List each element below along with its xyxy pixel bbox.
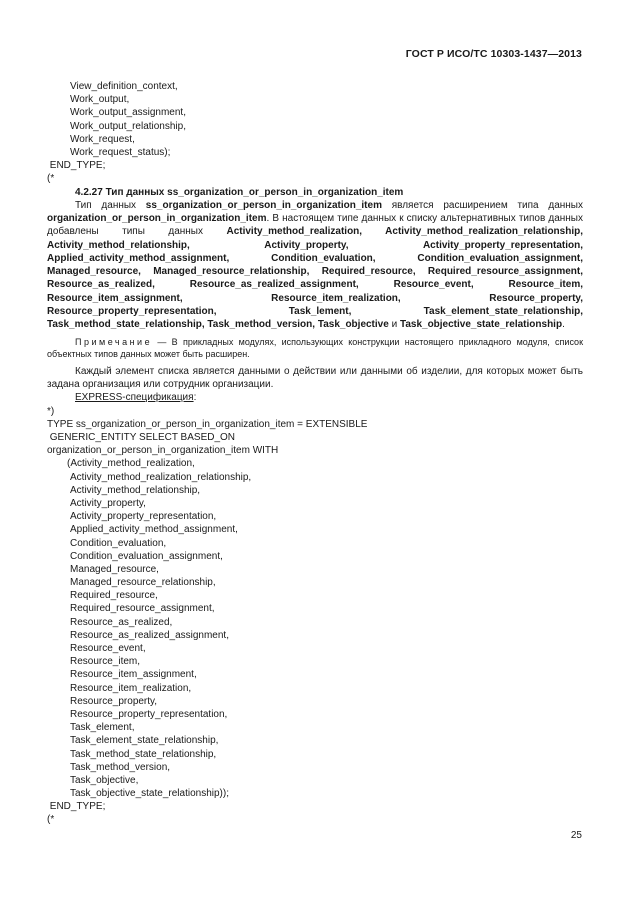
express-list-item: Work_output_relationship, — [70, 120, 186, 132]
comment-open: (* — [47, 173, 55, 185]
para-text: Тип данных — [75, 199, 146, 211]
page-content — [47, 80, 583, 827]
para-bold-term: ss_organization_or_person_in_organization_item — [145, 199, 382, 211]
note-text: — В прикладных модулях, использующих конструкции настоящего прикладного модуля, список объектных типов данных может быть расширен. — [47, 336, 583, 360]
express-select-item: Resource_event, — [70, 643, 146, 654]
express-select-item: Activity_method_realization_relationship, — [70, 471, 252, 483]
para-bold-term: Task_objective_state_relationship — [399, 319, 563, 331]
para-bold-term: organization_or_person_in_organization_item — [47, 212, 267, 224]
generic-entity-line: GENERIC_ENTITY SELECT BASED_ON — [47, 432, 236, 443]
para-text: и — [388, 319, 400, 331]
express-select-item: Managed_resource_relationship, — [70, 577, 216, 589]
note-paragraph — [47, 336, 583, 361]
express-select-item: Task_objective_state_relationship)); — [70, 788, 229, 800]
express-list-top — [47, 80, 583, 159]
express-select-item: Resource_as_realized, — [70, 616, 173, 628]
spec-colon: : — [193, 392, 197, 404]
document-header: ГОСТ Р ИСО/ТС 10303-1437—2013 — [405, 48, 582, 60]
express-select-item: Applied_activity_method_assignment, — [70, 524, 238, 536]
express-select-item: Activity_method_relationship, — [70, 484, 201, 496]
para-text: является расширением типа данных — [381, 199, 583, 211]
express-select-item: Task_method_state_relationship, — [70, 748, 217, 760]
type-declaration: TYPE ss_organization_or_person_in_organization_item = EXTENSIBLE — [47, 418, 368, 430]
express-spec-link: EXPRESS-спецификация — [75, 392, 194, 404]
express-select-item: Task_method_version, — [70, 761, 171, 773]
express-select-item: Resource_item_assignment, — [70, 669, 197, 681]
express-select-item: Task_objective, — [70, 774, 139, 786]
section-title: 4.2.27 Тип данных ss_organization_or_person_in_organization_item — [75, 186, 404, 198]
express-select-item: Resource_item_realization, — [70, 682, 192, 694]
para-text: . В настоящем типе данных к списку альтернативных типов данных добавлены типы данных — [47, 212, 583, 238]
express-list-item: Work_output_assignment, — [70, 107, 186, 119]
para-bold-term-list: Activity_method_realization, Activity_method_realization_relationship, Activity_method_relationship, Activity_property, Activity_property_representation, Applied_activity_method_assignment, Condition_evaluation, Condition_evaluation_assignment, Managed_resource, Managed_resource_relationship, Required_resource, Required_resource_assignment, Resource_as_realized, Resource_as_realized_assignment, Resource_event, Resource_item, Resource_item_assignment, Resource_item_realization, Resource_property, Resource_property_representation, Task_lement, Task_element_state_relationship, Task_method_state_relationship, Task_method_version, Task_objective — [47, 226, 583, 331]
express-select-item: Condition_evaluation_assignment, — [70, 550, 223, 562]
end-type-line: END_TYPE; — [47, 160, 106, 172]
express-select-list — [47, 471, 583, 801]
end-type-line-2: END_TYPE; — [47, 801, 106, 813]
comment-close: *) — [47, 405, 55, 417]
express-select-item: Condition_evaluation, — [70, 537, 167, 549]
express-list-item: Work_output, — [70, 94, 130, 106]
explanation-paragraph: Каждый элемент списка является данными о действии или данными об изделии, для которых может быть задана организация или сотрудник организации. — [47, 365, 583, 391]
express-select-item: Required_resource_assignment, — [70, 603, 215, 615]
comment-open-2: (* — [47, 814, 55, 826]
express-select-item: Resource_as_realized_assignment, — [70, 629, 229, 641]
select-first-item: (Activity_method_realization, — [67, 458, 195, 470]
express-select-item: Task_element_state_relationship, — [70, 735, 219, 747]
para-text: . — [562, 319, 565, 331]
express-select-item: Managed_resource, — [70, 563, 159, 575]
express-list-item: Work_request, — [70, 133, 135, 145]
express-select-item: Resource_item, — [70, 656, 141, 668]
based-on-line: organization_or_person_in_organization_item WITH — [47, 445, 279, 457]
express-select-item: Activity_property, — [70, 497, 146, 509]
express-list-item: Work_request_status); — [70, 146, 171, 158]
express-list-item: View_definition_context, — [70, 81, 178, 92]
express-select-item: Activity_property_representation, — [70, 511, 217, 523]
express-select-item: Resource_property, — [70, 695, 158, 707]
note-label: Примечание — [75, 336, 153, 347]
express-select-item: Resource_property_representation, — [70, 708, 228, 720]
express-select-item: Required_resource, — [70, 590, 158, 602]
express-spec-label — [47, 391, 583, 404]
express-select-item: Task_element, — [70, 722, 135, 734]
page-number: 25 — [570, 830, 582, 841]
description-paragraph — [47, 199, 583, 332]
